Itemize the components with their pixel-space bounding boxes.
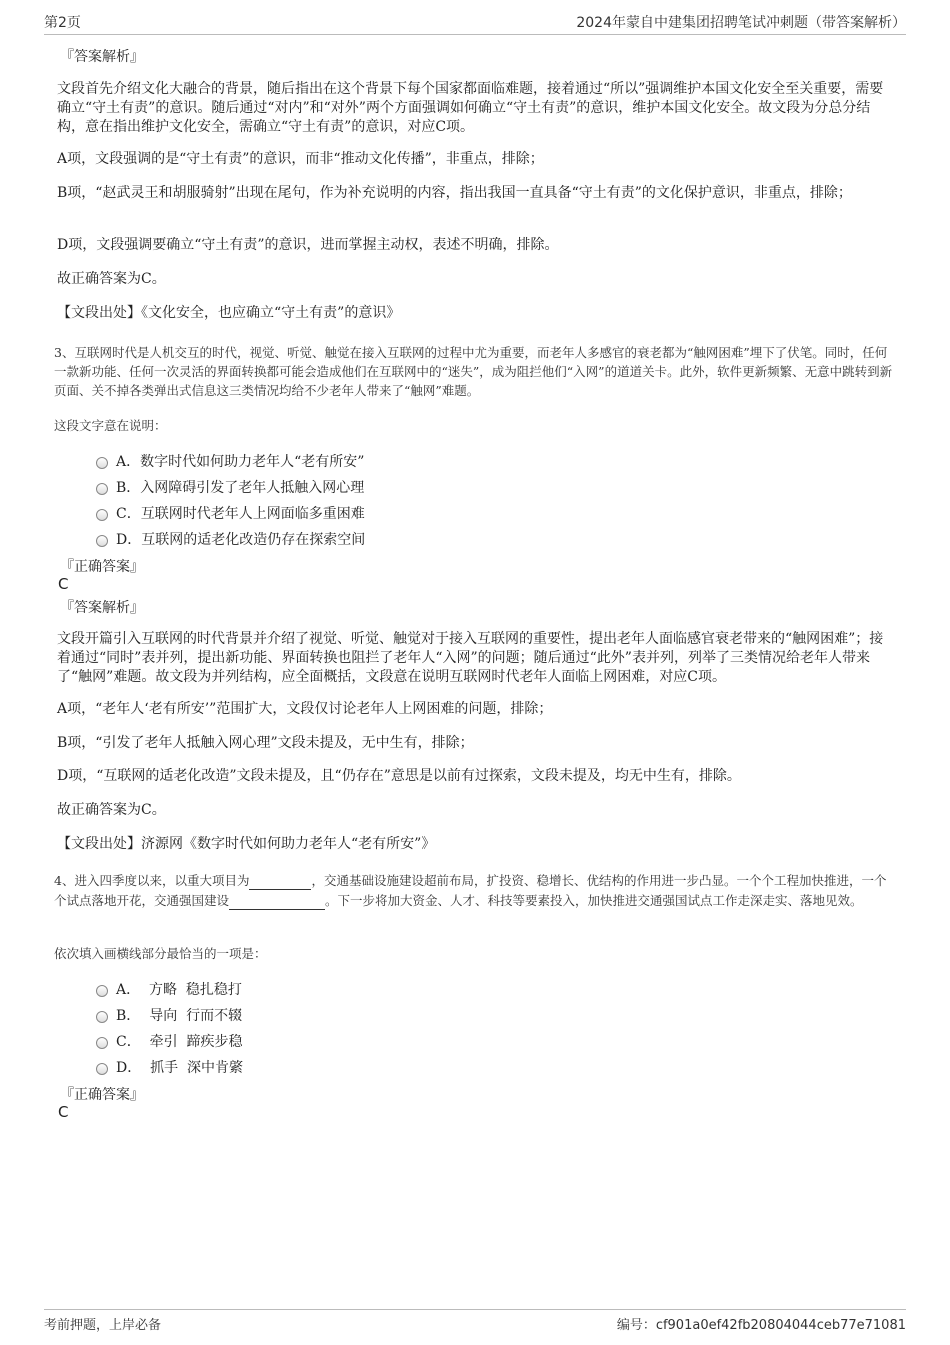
question-text-part: ，交通基础设施建设超前布局，扩投资、稳增长、优结构的作用进一步凸显。一个个工程加快推进，一个个试点落地开花，交通强国建设 xyxy=(54,873,887,908)
option-label: B． 导向 行而不辍 xyxy=(116,1008,243,1024)
source-citation: 【文段出处】《文化安全，也应确立“守土有责”的意识》 xyxy=(57,305,401,321)
question-prompt: 这段文字意在说明： xyxy=(54,418,167,433)
option-a[interactable] xyxy=(96,979,242,999)
analysis-conclusion: 故正确答案为C。 xyxy=(57,271,166,287)
option-label: D．互联网的适老化改造仍存在探索空间 xyxy=(116,532,366,548)
radio-icon[interactable] xyxy=(96,1011,108,1023)
question-text-part: 4、进入四季度以来，以重大项目为 xyxy=(54,873,250,888)
option-d[interactable] xyxy=(96,1057,243,1077)
analysis-paragraph: D项，文段强调要确立“守土有责”的意识，进而掌握主动权，表述不明确，排除。 xyxy=(57,237,559,253)
question-text: 3、互联网时代是人机交互的时代，视觉、听觉、触觉在接入互联网的过程中尤为重要，而老年人多感官的衰老都为“触网困难”埋下了伏笔。同时，任何一款新功能、任何一次灵活的界面转换都可能会造成他们在互联网中的“迷失”，成为阻拦他们“入网”的道道关卡。此外，软件更新频繁、无意中跳转到新页面、关不掉各类弹出式信息这三类情况均给不少老年人带来了“触网”难题。 xyxy=(54,345,893,398)
analysis-conclusion: 故正确答案为C。 xyxy=(57,802,166,818)
document-id: 编号：cf901a0ef42fb20804044ceb77e71081 xyxy=(616,1318,906,1333)
radio-icon[interactable] xyxy=(96,509,108,521)
analysis-paragraph: A项，文段强调的是“守土有责”的意识，而非“推动文化传播”，非重点，排除； xyxy=(57,151,544,167)
radio-icon[interactable] xyxy=(96,1063,108,1075)
option-label: A．数字时代如何助力老年人“老有所安” xyxy=(116,454,365,470)
analysis-paragraph: D项，“互联网的适老化改造”文段未提及，且“仍存在”意思是以前有过探索，文段未提及，均无中生有，排除。 xyxy=(57,768,741,784)
correct-answer-label: 『正确答案』 xyxy=(60,1087,144,1103)
analysis-paragraph: A项，“老年人‘老有所安’”范围扩大，文段仅讨论老年人上网困难的问题，排除； xyxy=(57,701,553,717)
option-c[interactable] xyxy=(96,1031,243,1051)
correct-answer: C xyxy=(58,575,69,593)
option-label: C．互联网时代老年人上网面临多重困难 xyxy=(116,506,365,522)
radio-icon[interactable] xyxy=(96,457,108,469)
option-c[interactable] xyxy=(96,503,365,523)
option-label: D． 抓手 深中肯綮 xyxy=(116,1060,244,1076)
radio-icon[interactable] xyxy=(96,483,108,495)
footer-slogan: 考前押题，上岸必备 xyxy=(44,1318,162,1333)
option-d[interactable] xyxy=(96,529,365,549)
page-header xyxy=(44,12,906,35)
analysis-paragraph: 文段首先介绍文化大融合的背景，随后指出在这个背景下每个国家都面临难题，接着通过“所以”强调维护本国文化安全至关重要，需要确立“守土有责”的意识。随后通过“对内”和“对外”两个方面强调如何确立“守土有责”的意识，维护本国文化安全。故文段为分总分结构，意在指出维护文化安全，需确立“守土有责”的意识，对应C项。 xyxy=(57,81,884,135)
page-number: 第2页 xyxy=(44,15,81,31)
source-citation: 【文段出处】济源网《数字时代如何助力老年人“老有所安”》 xyxy=(57,836,436,852)
document-title: 2024年蒙自中建集团招聘笔试冲刺题（带答案解析） xyxy=(576,15,906,31)
analysis-paragraph: B项，“引发了老年人抵触入网心理”文段未提及，无中生有，排除； xyxy=(57,735,474,751)
fill-blank xyxy=(249,870,311,890)
option-b[interactable] xyxy=(96,1005,242,1025)
correct-answer-label: 『正确答案』 xyxy=(60,559,144,575)
correct-answer: C xyxy=(58,1103,69,1121)
analysis-label: 『答案解析』 xyxy=(60,49,144,65)
option-a[interactable] xyxy=(96,451,364,471)
option-label: C． 牵引 蹄疾步稳 xyxy=(116,1034,243,1050)
option-b[interactable] xyxy=(96,477,364,497)
fill-blank xyxy=(229,890,325,910)
page-footer xyxy=(44,1309,906,1333)
radio-icon[interactable] xyxy=(96,535,108,547)
analysis-paragraph: 文段开篇引入互联网的时代背景并介绍了视觉、听觉、触觉对于接入互联网的重要性，提出老年人面临感官衰老带来的“触网困难”；接着通过“同时”表并列，提出新功能、界面转换也阻拦了老年人“入网”的问题；随后通过“此外”表并列，列举了三类情况给老年人带来了“触网”难题。故文段为并列结构，应全面概括，文段意在说明互联网时代老年人面临上网困难，对应C项。 xyxy=(57,631,884,685)
question-prompt: 依次填入画横线部分最恰当的一项是： xyxy=(54,946,267,961)
option-label: A． 方略 稳扎稳打 xyxy=(116,982,242,998)
radio-icon[interactable] xyxy=(96,985,108,997)
option-label: B．入网障碍引发了老年人抵触入网心理 xyxy=(116,480,365,496)
analysis-paragraph: B项，“赵武灵王和胡服骑射”出现在尾句，作为补充说明的内容，指出我国一直具备“守土有责”的文化保护意识，非重点，排除； xyxy=(57,185,852,201)
question-text xyxy=(54,870,896,910)
radio-icon[interactable] xyxy=(96,1037,108,1049)
analysis-label: 『答案解析』 xyxy=(60,600,144,616)
question-text-part: 。下一步将加大资金、人才、科技等要素投入，加快推进交通强国试点工作走深走实、落地见效。 xyxy=(325,893,863,908)
